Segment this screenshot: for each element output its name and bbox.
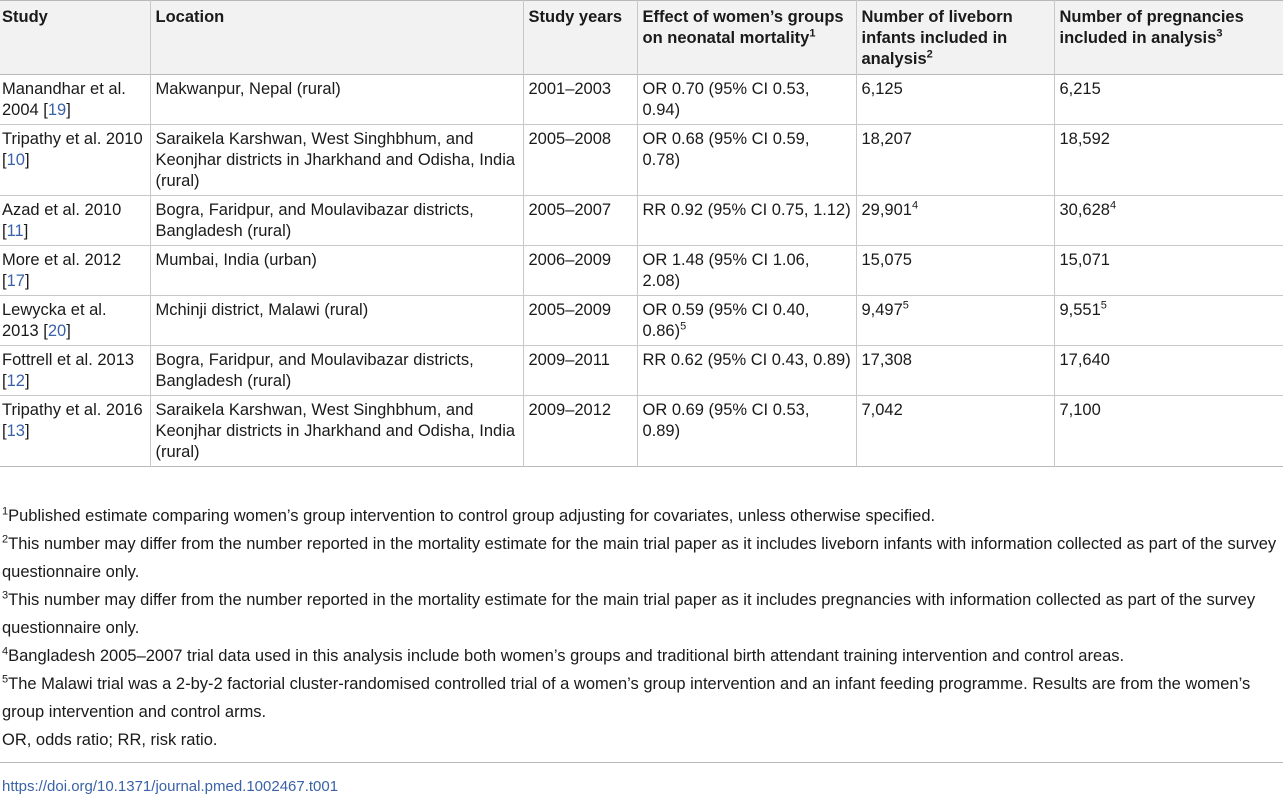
footnote-marker: 3	[2, 589, 9, 602]
header-liveborn: Number of liveborn infants included in analysis$^2$	[856, 1, 1054, 75]
cell-liveborn: 17,308	[856, 346, 1054, 396]
cell-years: 2006–2009	[523, 246, 637, 296]
cell-location: Makwanpur, Nepal (rural)	[150, 75, 523, 125]
cell-effect: OR 0.70 (95% CI 0.53, 0.94)	[637, 75, 856, 125]
footnote-marker: 4	[911, 199, 919, 212]
table-row	[0, 125, 1283, 196]
cell-location: Mumbai, India (urban)	[150, 246, 523, 296]
cell-study: Tripathy et al. 2010 [10]	[2, 130, 143, 169]
cell-pregnancies: 15,071	[1054, 246, 1283, 296]
cell-effect: RR 0.92 (95% CI 0.75, 1.12)	[637, 196, 856, 246]
footnote-marker: 5	[680, 320, 687, 333]
cell-pregnancies: 18,592	[1054, 125, 1283, 196]
cell-location: Saraikela Karshwan, West Singhbhum, and Keonjhar districts in Jharkhand and Odisha, India (rural)	[150, 125, 523, 196]
cell-liveborn: 15,075	[856, 246, 1054, 296]
footnote: OR, odds ratio; RR, risk ratio.	[2, 731, 218, 749]
cell-years: 2005–2007	[523, 196, 637, 246]
divider	[0, 762, 1283, 763]
footnote-marker: 5	[1100, 299, 1107, 312]
footnote: $^4$Bangladesh 2005–2007 trial data used in this analysis include both women’s groups and traditional birth attendant training intervention and control areas.	[2, 645, 1125, 665]
cell-years: 2005–2009	[523, 296, 637, 346]
reference-link[interactable]: 17	[6, 272, 25, 290]
table-row	[0, 396, 1283, 467]
cell-liveborn: 7,042	[856, 396, 1054, 467]
cell-pregnancies: 17,640	[1054, 346, 1283, 396]
cell-study: Lewycka et al. 2013 [20]	[2, 301, 107, 340]
footnote-marker: 2	[2, 533, 9, 546]
footnote-marker: 1	[2, 505, 9, 518]
table-row	[0, 246, 1283, 296]
cell-effect: RR 0.62 (95% CI 0.43, 0.89)	[637, 346, 856, 396]
cell-study: Manandhar et al. 2004 [19]	[2, 80, 126, 119]
cell-liveborn: 18,207	[856, 125, 1054, 196]
doi-link[interactable]: https://doi.org/10.1371/journal.pmed.1002467.t001	[2, 778, 339, 795]
footnote: $^2$This number may differ from the number reported in the mortality estimate for the main trial paper as it includes liveborn infants with information collected as part of the survey questionnaire only.	[2, 533, 1277, 581]
cell-pregnancies: 30,628$^4$	[1054, 196, 1283, 246]
cell-location: Saraikela Karshwan, West Singhbhum, and Keonjhar districts in Jharkhand and Odisha, India (rural)	[150, 396, 523, 467]
cell-effect: OR 0.68 (95% CI 0.59, 0.78)	[637, 125, 856, 196]
header-location: Location	[150, 1, 523, 75]
footnote: $^1$Published estimate comparing women’s group intervention to control group adjusting for covariates, unless otherwise specified.	[2, 505, 936, 525]
header-pregnancies: Number of pregnancies included in analysis$^3$	[1054, 1, 1283, 75]
cell-years: 2001–2003	[523, 75, 637, 125]
footnote-marker: 4	[1109, 199, 1117, 212]
cell-effect: OR 0.59 (95% CI 0.40, 0.86)$^5$	[637, 296, 856, 346]
cell-study: More et al. 2012 [17]	[2, 251, 122, 290]
cell-location: Mchinji district, Malawi (rural)	[150, 296, 523, 346]
cell-study: Fottrell et al. 2013 [12]	[2, 351, 135, 390]
reference-link[interactable]: 12	[6, 372, 25, 390]
table-row	[0, 346, 1283, 396]
footnote-marker: 1	[809, 27, 816, 40]
cell-effect: OR 0.69 (95% CI 0.53, 0.89)	[637, 396, 856, 467]
footnote-marker: 4	[2, 645, 9, 658]
footnote-marker: 5	[2, 673, 9, 686]
cell-location: Bogra, Faridpur, and Moulavibazar districts, Bangladesh (rural)	[150, 346, 523, 396]
footnote-marker: 3	[1216, 27, 1223, 40]
table-row	[0, 75, 1283, 125]
footnote: $^5$The Malawi trial was a 2-by-2 factorial cluster-randomised controlled trial of a women’s group intervention and an infant feeding programme. Results are from the women’s group intervention and control arms.	[2, 673, 1251, 721]
cell-years: 2009–2012	[523, 396, 637, 467]
header-study: Study	[2, 8, 48, 26]
footnote-marker: 2	[926, 48, 933, 61]
footnote-marker: 5	[902, 299, 909, 312]
cell-effect: OR 1.48 (95% CI 1.06, 2.08)	[637, 246, 856, 296]
table-row	[0, 196, 1283, 246]
reference-link[interactable]: 20	[47, 322, 67, 340]
cell-years: 2009–2011	[523, 346, 637, 396]
reference-link[interactable]: 13	[6, 422, 25, 440]
footnote: $^3$This number may differ from the number reported in the mortality estimate for the main trial paper as it includes pregnancies with information collected as part of the survey questionnaire only.	[2, 589, 1256, 637]
cell-pregnancies: 7,100	[1054, 396, 1283, 467]
cell-pregnancies: 6,215	[1054, 75, 1283, 125]
cell-study: Tripathy et al. 2016 [13]	[2, 401, 143, 440]
reference-link[interactable]: 10	[6, 151, 25, 169]
cell-liveborn: 9,497$^5$	[856, 296, 1054, 346]
reference-link[interactable]: 19	[47, 101, 67, 119]
table-header-row	[0, 1, 1283, 75]
table-footnotes	[0, 502, 1283, 754]
cell-liveborn: 29,901$^4$	[856, 196, 1054, 246]
cell-pregnancies: 9,551$^5$	[1054, 296, 1283, 346]
reference-link[interactable]: 11	[6, 222, 24, 240]
cell-liveborn: 6,125	[856, 75, 1054, 125]
header-years: Study years	[523, 1, 637, 75]
table-row	[0, 296, 1283, 346]
cell-location: Bogra, Faridpur, and Moulavibazar districts, Bangladesh (rural)	[150, 196, 523, 246]
header-effect: Effect of women’s groups on neonatal mortality$^1$	[637, 1, 856, 75]
cell-study: Azad et al. 2010 [11]	[2, 201, 122, 240]
cell-years: 2005–2008	[523, 125, 637, 196]
